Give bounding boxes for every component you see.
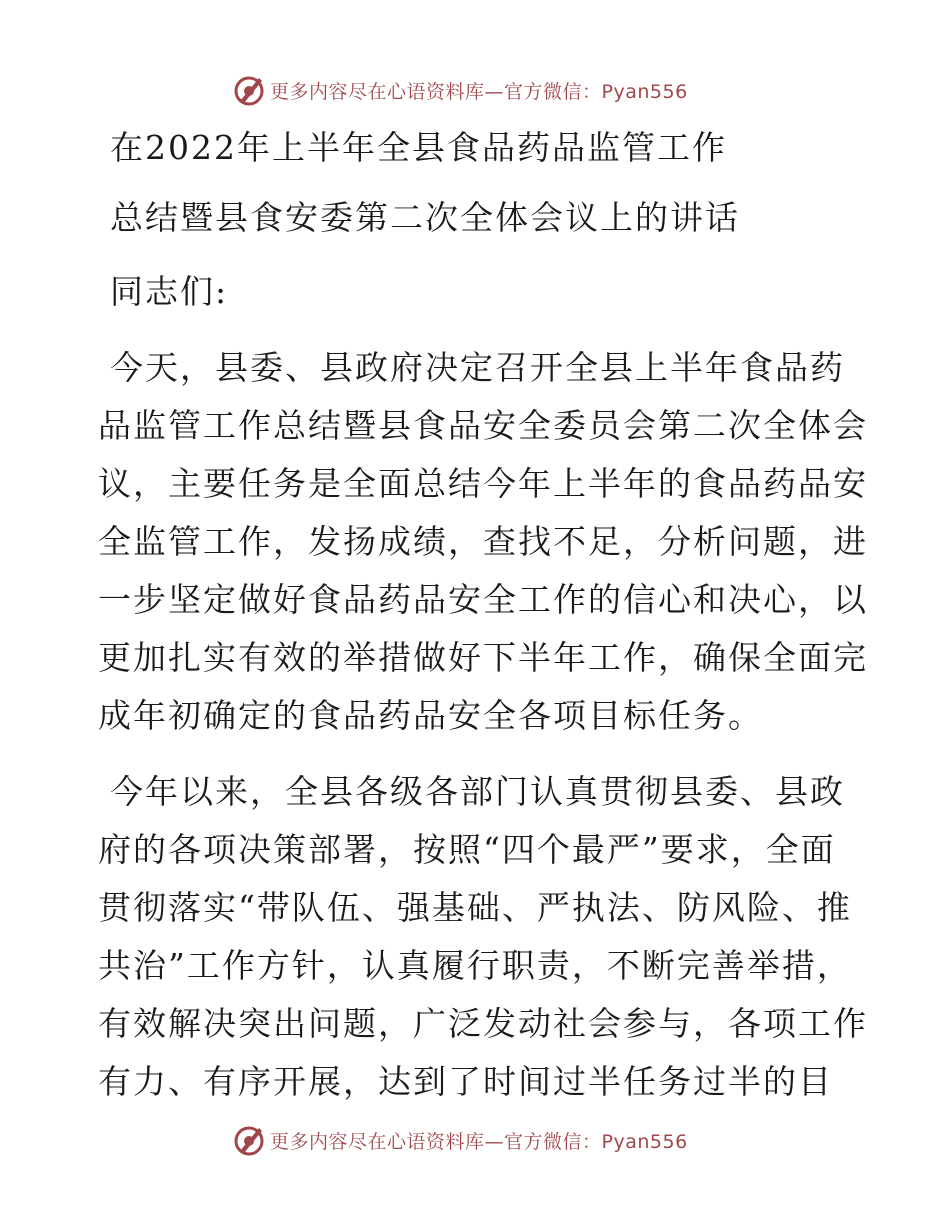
watermark-text: 更多内容尽在心语资料库—官方微信：Pyan556 — [270, 80, 688, 103]
paragraph-1-line: 全监管工作，发扬成绩，查找不足，分析问题，进 — [98, 522, 868, 561]
paragraph-1-line: 品监管工作总结暨县食品安全委员会第二次全体会 — [98, 406, 868, 445]
paragraph-1-line: 成年初确定的食品药品安全各项目标任务。 — [98, 696, 763, 735]
paragraph-2-line: 有效解决突出问题，广泛发动社会参与，各项工作 — [98, 1004, 868, 1043]
watermark-banner-bottom — [232, 1120, 688, 1160]
paragraph-2-line: 贯彻落实“带队伍、强基础、严执法、防风险、推 — [98, 888, 852, 927]
paragraph-1-line: 一步坚定做好食品药品安全工作的信心和决心，以 — [98, 580, 868, 619]
paragraph-1-line: 今天，县委、县政府决定召开全县上半年食品药 — [110, 348, 845, 387]
salutation: 同志们: — [110, 272, 229, 311]
document-title-line-2: 总结暨县食安委第二次全体会议上的讲话 — [110, 198, 740, 237]
paragraph-1-line: 更加扎实有效的举措做好下半年工作，确保全面完 — [98, 638, 868, 677]
paragraph-1-line: 议，主要任务是全面总结今年上半年的食品药品安 — [98, 464, 868, 503]
paragraph-2-line: 府的各项决策部署，按照“四个最严”要求，全面 — [98, 830, 836, 869]
paragraph-2-line: 今年以来，全县各级各部门认真贯彻县委、县政 — [110, 772, 845, 811]
quill-logo-icon — [232, 73, 266, 107]
watermark-text: 更多内容尽在心语资料库—官方微信：Pyan556 — [270, 1130, 688, 1153]
paragraph-2-line: 共治”工作方针，认真履行职责，不断完善举措， — [98, 946, 852, 985]
document-title-line-1: 在2022年上半年全县食品药品监管工作 — [110, 128, 727, 167]
paragraph-2-line: 有力、有序开展，达到了时间过半任务过半的目 — [98, 1062, 833, 1101]
watermark-banner-top — [232, 70, 688, 110]
quill-logo-icon — [232, 1123, 266, 1157]
